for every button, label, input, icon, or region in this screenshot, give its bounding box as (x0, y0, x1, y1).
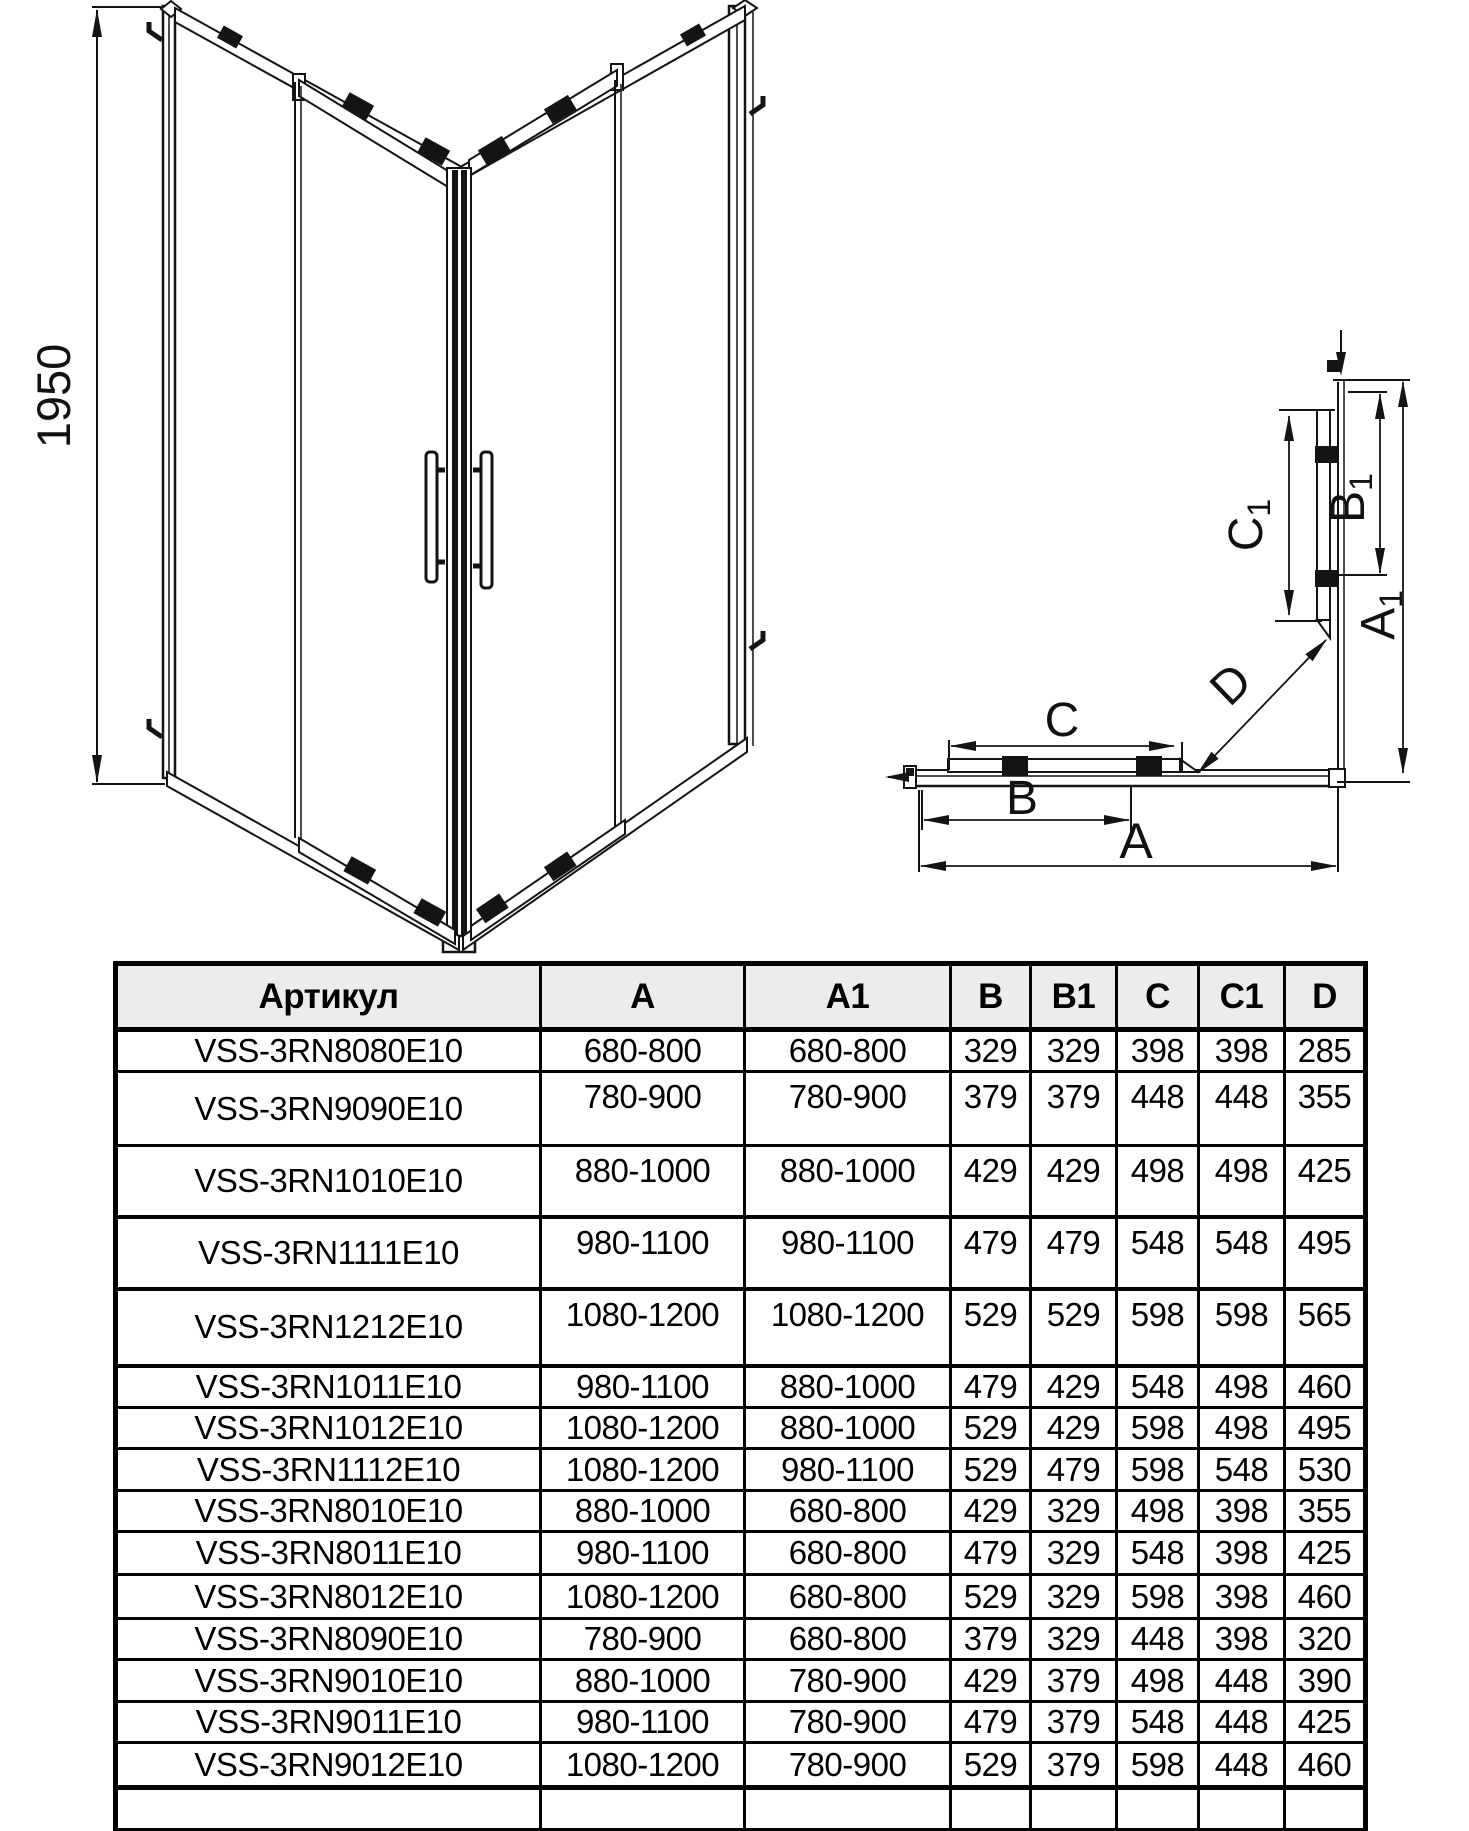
value-cell: 498 (1117, 1491, 1199, 1532)
value-cell: 680-800 (745, 1030, 951, 1072)
plan-dim-a (919, 788, 1338, 872)
value-cell: 425 (1285, 1532, 1366, 1575)
plan-dim-b1 (1322, 392, 1387, 575)
table-row (116, 1217, 1366, 1289)
value-cell: 529 (1031, 1289, 1117, 1366)
value-cell: 598 (1199, 1289, 1285, 1366)
value-cell: 448 (1199, 1702, 1285, 1743)
left-door-handle (426, 452, 445, 582)
value-cell: 980-1100 (541, 1702, 745, 1743)
table-row (116, 1408, 1366, 1449)
table-row (116, 1575, 1366, 1619)
value-cell: 479 (951, 1366, 1031, 1408)
table-row-partial (116, 1788, 1366, 1830)
value-cell: 398 (1199, 1575, 1285, 1619)
table-row (116, 1743, 1366, 1788)
value-cell: 398 (1199, 1532, 1285, 1575)
value-cell: 495 (1285, 1408, 1366, 1449)
plan-dim-b1-label: B1 (1322, 473, 1379, 523)
value-cell: 329 (1031, 1619, 1117, 1660)
column-header: D (1285, 964, 1366, 1030)
empty-cell (1117, 1788, 1199, 1830)
value-cell: 598 (1117, 1743, 1199, 1788)
table-row (116, 1619, 1366, 1660)
value-cell: 329 (1031, 1532, 1117, 1575)
value-cell: 680-800 (745, 1532, 951, 1575)
value-cell: 320 (1285, 1619, 1366, 1660)
plan-drawing (885, 330, 1410, 872)
value-cell: 379 (1031, 1072, 1117, 1146)
value-cell: 529 (951, 1408, 1031, 1449)
article-cell: VSS-3RN1212E10 (116, 1289, 541, 1366)
value-cell: 880-1000 (541, 1491, 745, 1532)
column-header: C1 (1199, 964, 1285, 1030)
plan-corner-block (1329, 769, 1345, 787)
table-row (116, 1146, 1366, 1217)
value-cell: 448 (1117, 1619, 1199, 1660)
iso-center-door-stiles (443, 168, 475, 952)
size-table-header (116, 964, 1366, 1030)
plan-dim-b-label: B (1005, 772, 1039, 825)
value-cell: 548 (1117, 1366, 1199, 1408)
value-cell: 880-1000 (541, 1660, 745, 1702)
article-cell: VSS-3RN9011E10 (116, 1702, 541, 1743)
value-cell: 355 (1285, 1072, 1366, 1146)
value-cell: 398 (1199, 1030, 1285, 1072)
value-cell: 1080-1200 (541, 1575, 745, 1619)
article-cell: VSS-3RN1112E10 (116, 1449, 541, 1491)
value-cell: 379 (1031, 1743, 1117, 1788)
value-cell: 425 (1285, 1702, 1366, 1743)
value-cell: 880-1000 (745, 1366, 951, 1408)
plan-dim-a-label: A (1119, 813, 1153, 869)
value-cell: 479 (951, 1702, 1031, 1743)
iso-top-rails (175, 6, 745, 180)
value-cell: 460 (1285, 1743, 1366, 1788)
article-cell: VSS-3RN8011E10 (116, 1532, 541, 1575)
value-cell: 285 (1285, 1030, 1366, 1072)
value-cell: 565 (1285, 1289, 1366, 1366)
value-cell: 880-1000 (541, 1146, 745, 1217)
value-cell: 379 (1031, 1702, 1117, 1743)
value-cell: 780-900 (541, 1072, 745, 1146)
plan-bottom-door (948, 756, 1198, 776)
empty-cell (951, 1788, 1031, 1830)
value-cell: 880-1000 (745, 1408, 951, 1449)
article-cell: VSS-3RN8090E10 (116, 1619, 541, 1660)
plan-dim-d-label: D (1200, 653, 1263, 716)
empty-cell (541, 1788, 745, 1830)
value-cell: 329 (1031, 1575, 1117, 1619)
value-cell: 329 (1031, 1491, 1117, 1532)
value-cell: 780-900 (745, 1702, 951, 1743)
value-cell: 479 (951, 1532, 1031, 1575)
value-cell: 598 (1117, 1575, 1199, 1619)
value-cell: 780-900 (745, 1743, 951, 1788)
column-header: A1 (745, 964, 951, 1030)
empty-cell (1285, 1788, 1366, 1830)
value-cell: 429 (951, 1491, 1031, 1532)
value-cell: 329 (951, 1030, 1031, 1072)
article-cell: VSS-3RN9012E10 (116, 1743, 541, 1788)
value-cell: 398 (1199, 1619, 1285, 1660)
article-cell: VSS-3RN8080E10 (116, 1030, 541, 1072)
value-cell: 548 (1117, 1532, 1199, 1575)
article-cell: VSS-3RN9010E10 (116, 1660, 541, 1702)
value-cell: 379 (1031, 1660, 1117, 1702)
iso-height-dimension-label: 1950 (27, 343, 80, 449)
value-cell: 980-1100 (541, 1366, 745, 1408)
column-header: C (1117, 964, 1199, 1030)
plan-dim-a1 (1337, 380, 1410, 782)
value-cell: 529 (951, 1743, 1031, 1788)
value-cell: 598 (1117, 1289, 1199, 1366)
value-cell: 598 (1117, 1449, 1199, 1491)
value-cell: 530 (1285, 1449, 1366, 1491)
value-cell: 980-1100 (541, 1217, 745, 1289)
value-cell: 448 (1117, 1072, 1199, 1146)
value-cell: 880-1000 (745, 1146, 951, 1217)
value-cell: 680-800 (745, 1619, 951, 1660)
value-cell: 548 (1117, 1702, 1199, 1743)
value-cell: 680-800 (745, 1491, 951, 1532)
empty-cell (116, 1788, 541, 1830)
value-cell: 479 (1031, 1217, 1117, 1289)
value-cell: 398 (1199, 1491, 1285, 1532)
value-cell: 479 (951, 1217, 1031, 1289)
value-cell: 498 (1117, 1660, 1199, 1702)
article-cell: VSS-3RN1010E10 (116, 1146, 541, 1217)
empty-cell (1031, 1788, 1117, 1830)
value-cell: 980-1100 (745, 1449, 951, 1491)
value-cell: 980-1100 (541, 1532, 745, 1575)
plan-right-door (1315, 410, 1337, 638)
plan-dim-b (922, 772, 1131, 832)
plan-dim-d (1197, 639, 1327, 774)
table-row (116, 1366, 1366, 1408)
table-row (116, 1072, 1366, 1146)
value-cell: 398 (1117, 1030, 1199, 1072)
value-cell: 529 (951, 1449, 1031, 1491)
table-row (116, 1289, 1366, 1366)
table-row (116, 1660, 1366, 1702)
empty-cell (1199, 1788, 1285, 1830)
plan-dim-c1-label: C1 (1220, 498, 1277, 552)
table-row (116, 1702, 1366, 1743)
value-cell: 529 (951, 1289, 1031, 1366)
table-row (116, 1449, 1366, 1491)
plan-dim-c-label: C (1044, 694, 1080, 747)
value-cell: 448 (1199, 1660, 1285, 1702)
value-cell: 1080-1200 (541, 1408, 745, 1449)
value-cell: 448 (1199, 1072, 1285, 1146)
value-cell: 429 (1031, 1366, 1117, 1408)
value-cell: 379 (951, 1072, 1031, 1146)
value-cell: 425 (1285, 1146, 1366, 1217)
article-cell: VSS-3RN8010E10 (116, 1491, 541, 1532)
value-cell: 479 (1031, 1449, 1117, 1491)
article-cell: VSS-3RN8012E10 (116, 1575, 541, 1619)
value-cell: 495 (1285, 1217, 1366, 1289)
value-cell: 1080-1200 (541, 1289, 745, 1366)
value-cell: 680-800 (541, 1030, 745, 1072)
plan-dim-a1-label: A1 (1352, 590, 1409, 640)
article-cell: VSS-3RN1111E10 (116, 1217, 541, 1289)
value-cell: 379 (951, 1619, 1031, 1660)
iso-right-wall-profile (729, 0, 763, 746)
value-cell: 329 (1031, 1030, 1117, 1072)
value-cell: 598 (1117, 1408, 1199, 1449)
value-cell: 429 (1031, 1408, 1117, 1449)
value-cell: 498 (1199, 1408, 1285, 1449)
column-header: Артикул (116, 964, 541, 1030)
table-row (116, 1532, 1366, 1575)
value-cell: 498 (1117, 1146, 1199, 1217)
right-door-handle (473, 452, 492, 588)
value-cell: 780-900 (541, 1619, 745, 1660)
value-cell: 548 (1117, 1217, 1199, 1289)
iso-height-dimension (27, 7, 165, 784)
value-cell: 680-800 (745, 1575, 951, 1619)
value-cell: 498 (1199, 1366, 1285, 1408)
value-cell: 1080-1200 (745, 1289, 951, 1366)
article-cell: VSS-3RN9090E10 (116, 1072, 541, 1146)
value-cell: 429 (951, 1146, 1031, 1217)
value-cell: 780-900 (745, 1660, 951, 1702)
table-row (116, 1491, 1366, 1532)
value-cell: 548 (1199, 1449, 1285, 1491)
empty-cell (745, 1788, 951, 1830)
column-header: A (541, 964, 745, 1030)
value-cell: 448 (1199, 1743, 1285, 1788)
value-cell: 429 (1031, 1146, 1117, 1217)
value-cell: 460 (1285, 1575, 1366, 1619)
iso-left-wall-profile (149, 1, 181, 778)
value-cell: 548 (1199, 1217, 1285, 1289)
column-header: B1 (1031, 964, 1117, 1030)
table-row (116, 1030, 1366, 1072)
value-cell: 390 (1285, 1660, 1366, 1702)
column-header: B (951, 964, 1031, 1030)
value-cell: 355 (1285, 1491, 1366, 1532)
value-cell: 980-1100 (745, 1217, 951, 1289)
article-cell: VSS-3RN1012E10 (116, 1408, 541, 1449)
value-cell: 780-900 (745, 1072, 951, 1146)
iso-drawing (27, 0, 763, 952)
value-cell: 529 (951, 1575, 1031, 1619)
value-cell: 1080-1200 (541, 1743, 745, 1788)
value-cell: 498 (1199, 1146, 1285, 1217)
size-table (113, 961, 1368, 1831)
value-cell: 460 (1285, 1366, 1366, 1408)
article-cell: VSS-3RN1011E10 (116, 1366, 541, 1408)
value-cell: 429 (951, 1660, 1031, 1702)
value-cell: 1080-1200 (541, 1449, 745, 1491)
